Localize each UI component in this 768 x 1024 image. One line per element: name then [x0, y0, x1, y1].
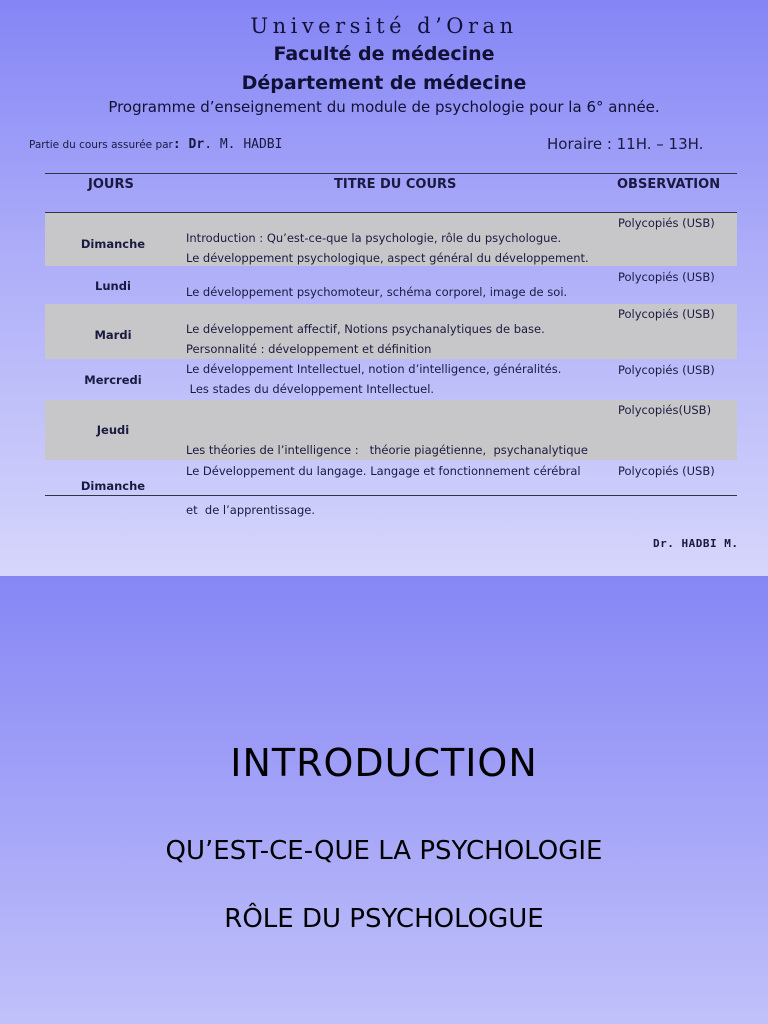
table-row — [45, 304, 737, 359]
observation-cell: Polycopiés (USB) — [618, 307, 715, 321]
byline-label: Partie du cours assurée par — [29, 139, 173, 151]
observation-cell: Polycopiés (USB) — [618, 363, 715, 377]
course-line: Le développement psychologique, aspect général du développement. — [186, 251, 589, 265]
course-line: Le développement psychomoteur, schéma corporel, image de soi. — [186, 285, 568, 299]
header-jours: JOURS — [88, 177, 134, 192]
table-row — [45, 460, 737, 495]
byline-name: . M. HADBI — [204, 137, 283, 152]
schedule-hours: Horaire : 11H. – 13H. — [547, 135, 704, 153]
observation-cell: Polycopiés (USB) — [618, 270, 715, 284]
observation-cell: Polycopiés(USB) — [618, 403, 712, 417]
byline-dr: Dr — [188, 137, 205, 152]
course-title-cell — [186, 461, 616, 481]
day-cell: Dimanche — [80, 237, 146, 251]
course-line: Le Développement du langage. Langage et fonctionnement cérébral — [186, 464, 581, 478]
header-titre: TITRE DU COURS — [334, 177, 457, 192]
course-line: et de l’apprentissage. — [186, 503, 316, 517]
byline-colon: : — [172, 137, 189, 152]
day-cell: Mardi — [94, 328, 132, 342]
slide-introduction — [0, 576, 768, 1024]
signature: Dr. HADBI M. — [653, 537, 739, 550]
table-top-rule — [45, 173, 737, 174]
intro-item-psychologie: QU’EST-CE-QUE LA PSYCHOLOGIE — [165, 836, 603, 866]
department-title: Département de médecine — [241, 72, 527, 94]
header-observation: OBSERVATION — [617, 177, 721, 192]
course-line: Personnalité : développement et définition — [186, 342, 432, 356]
day-cell: Dimanche — [80, 479, 146, 493]
day-cell: Mercredi — [84, 373, 142, 387]
table-row — [45, 359, 737, 400]
course-title-cell — [186, 228, 616, 268]
observation-cell: Polycopiés (USB) — [618, 216, 715, 230]
course-title-cell — [186, 359, 616, 399]
table-row — [45, 266, 737, 304]
course-byline — [29, 137, 282, 152]
day-cell: Jeudi — [96, 423, 130, 437]
observation-cell: Polycopiés (USB) — [618, 464, 715, 478]
intro-item-role: RÔLE DU PSYCHOLOGUE — [224, 904, 544, 934]
university-title: Université d’Oran — [250, 14, 518, 38]
day-cell: Lundi — [95, 279, 131, 293]
intro-heading: INTRODUCTION — [230, 741, 538, 785]
course-line: Les théories de l’intelligence : théorie piagétienne, psychanalytique — [186, 443, 588, 457]
course-line: Introduction : Qu’est-ce-que la psychologie, rôle du psychologue. — [186, 231, 562, 245]
table-bottom-rule — [45, 495, 737, 496]
faculty-title: Faculté de médecine — [273, 43, 495, 65]
programme-subtitle: Programme d’enseignement du module de psychologie pour la 6° année. — [108, 98, 660, 116]
table-row — [45, 213, 737, 266]
course-title-cell — [186, 319, 616, 359]
course-line: Le développement Intellectuel, notion d’intelligence, généralités. — [186, 362, 562, 376]
course-line: Le développement affectif, Notions psychanalytiques de base. — [186, 322, 545, 336]
course-title-cell — [186, 282, 616, 302]
course-line: Les stades du développement Intellectuel. — [186, 382, 435, 396]
